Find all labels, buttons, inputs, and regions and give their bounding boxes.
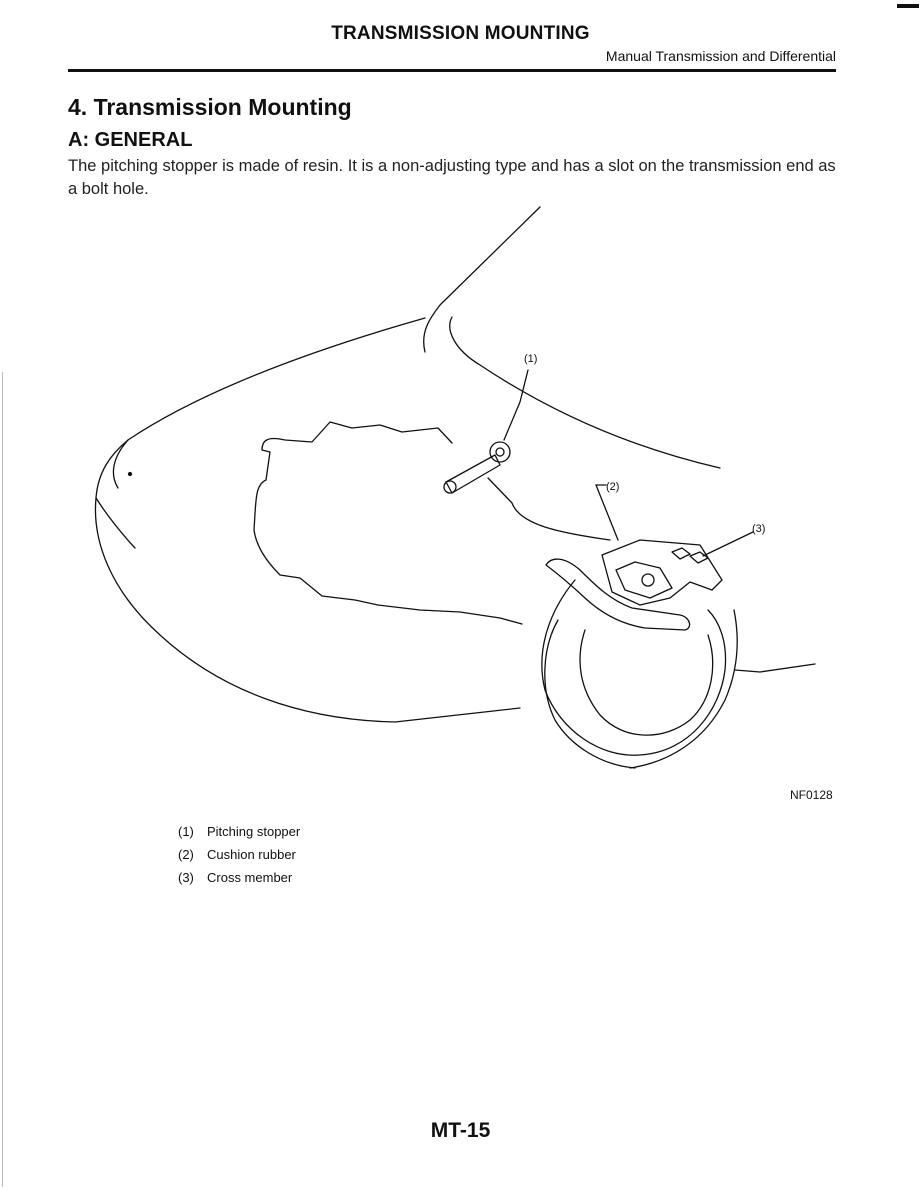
section-subtitle: A: GENERAL [68, 129, 193, 151]
section-title: 4. Transmission Mounting [68, 94, 352, 120]
legend-number: (2) [178, 847, 194, 862]
legend-label: Cushion rubber [207, 847, 296, 862]
body-paragraph: The pitching stopper is made of resin. It is a non-adjusting type and has a slot on the transmission end as a bolt hole. [68, 157, 836, 198]
legend-label: Pitching stopper [207, 824, 301, 839]
legend-item [178, 866, 300, 889]
callout-1: (1) [524, 353, 538, 365]
legend-number: (3) [178, 870, 194, 885]
header-rule [68, 69, 836, 72]
legend-item [178, 820, 300, 843]
legend-number: (1) [178, 824, 194, 839]
callout-3: (3) [752, 523, 766, 535]
header-subtitle: Manual Transmission and Differential [605, 48, 836, 64]
transmission-mounting-diagram [88, 200, 833, 778]
legend-item [178, 843, 300, 866]
page-number: MT-15 [430, 1119, 491, 1142]
corner-mark [897, 4, 919, 8]
figure-legend [178, 820, 300, 889]
figure-code: NF0128 [790, 788, 833, 802]
legend-label: Cross member [207, 870, 293, 885]
scan-edge-line [2, 372, 3, 1187]
callout-2: (2) [606, 481, 620, 493]
header-title: TRANSMISSION MOUNTING [331, 23, 590, 44]
